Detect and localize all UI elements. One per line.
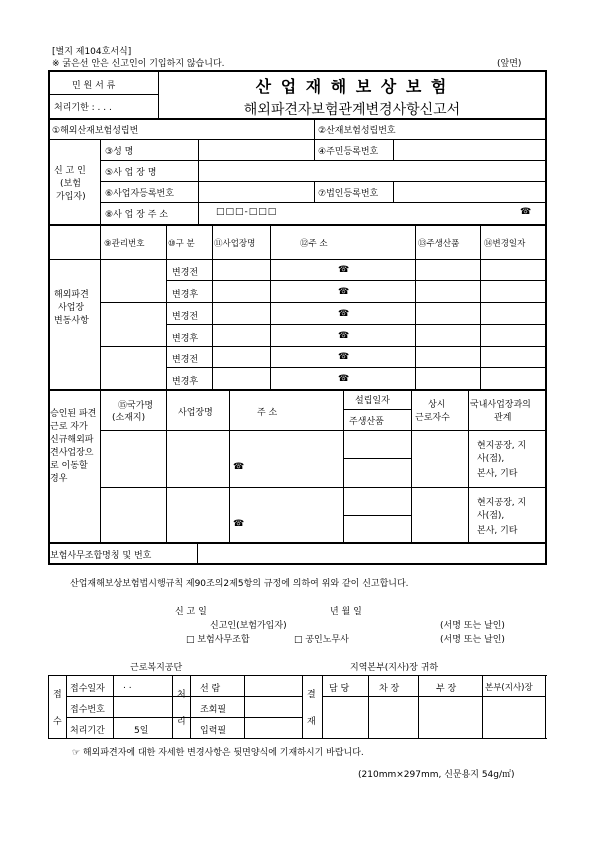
change-row-kind: 변경전 [172, 355, 199, 365]
receipt-label-1: 접 [53, 690, 62, 700]
organization-name: 근로복지공단 [130, 663, 183, 673]
col-category: ⑩구 분 [168, 239, 195, 249]
postal-code-boxes: □□□-□□□ [216, 207, 278, 217]
deadline-label: 처리기한 : . . . [54, 103, 112, 113]
col-country-sub: (소재지) [112, 413, 146, 423]
phone-icon: ☎ [338, 352, 350, 362]
relation-option: 현지공장, 지 [477, 441, 527, 451]
col-site-name: 사업장명 [178, 408, 213, 418]
process-label-1: 처 [177, 690, 186, 700]
option-insurance-agency: □ 보험사무조합 [186, 635, 250, 645]
change-row-kind: 변경후 [172, 334, 199, 344]
change-row-kind: 변경전 [172, 312, 199, 322]
relation-option: 사(점), [477, 511, 505, 521]
change-row-kind: 변경전 [172, 268, 199, 278]
field-name: ③성 명 [105, 147, 134, 157]
approval-manager: 부 장 [436, 684, 457, 694]
sign-note: (서명 또는 날인) [440, 621, 505, 631]
sign-note: (서명 또는 날인) [440, 635, 505, 645]
title-sub: 해외파견자보험관계변경사항신고서 [243, 102, 461, 118]
field-overseas-insurance-no: ①해외산재보험성립번 [52, 126, 139, 136]
approval-label-2: 재 [307, 717, 316, 727]
approval-label-1: 결 [307, 690, 316, 700]
approval-branch-head: 본부(지사)장 [485, 683, 533, 693]
form-number: [별지 제104호서식] [52, 47, 132, 57]
report-date-fields: 년 월 일 [330, 607, 362, 617]
agency-label: 보험사무조합명칭 및 번호 [50, 551, 152, 561]
relation-option: 사(점), [477, 454, 505, 464]
relation-option: 본사, 기타 [477, 526, 518, 536]
field-business-reg-no: ⑥사업자등록번호 [105, 189, 174, 199]
phone-icon: ☎ [338, 287, 350, 297]
inquiry-label: 조회필 [200, 705, 227, 715]
reporter-sign-label: 신고인(보험가입자) [210, 621, 287, 631]
phone-icon: ☎ [520, 207, 532, 217]
col-relation: 국내사업장과의 [470, 400, 531, 410]
declaration-text: 산업재해보상보험법시행규칙 제90조의2제5항의 규정에 의하여 위와 같이 신고합니다. [70, 579, 409, 589]
phone-icon: ☎ [338, 309, 350, 319]
col-site-name: ⑪사업장명 [214, 239, 256, 249]
relation-option: 본사, 기타 [477, 469, 518, 479]
footer-note: ☞ 해외파견자에 대한 자세한 변경사항은 뒷면양식에 기재하시기 바랍니다. [72, 748, 364, 758]
phone-icon: ☎ [338, 265, 350, 275]
field-insurance-no: ②산재보험성립번호 [318, 126, 396, 136]
view-label: 선 람 [200, 684, 221, 694]
col-workers-sub: 근로자수 [415, 413, 450, 423]
approved-section-label: 승인된 파견근로 자가 신규해외파견사업장으로 이동할 경우 [50, 409, 97, 484]
col-main-product: ⑬주생산품 [418, 239, 460, 249]
col-established: 설립일자 [355, 396, 390, 406]
col-address: 주 소 [257, 408, 278, 418]
phone-icon: ☎ [338, 374, 350, 384]
relation-option: 현지공장, 지 [477, 498, 527, 508]
civil-doc-label: 민 원 서 류 [72, 81, 116, 91]
receipt-date-value: . . [123, 681, 132, 691]
field-site-name: ⑤사 업 장 명 [105, 168, 157, 178]
col-address: ⑫주 소 [300, 239, 328, 249]
process-label-2: 리 [177, 717, 186, 727]
receipt-label-2: 수 [53, 717, 62, 727]
processing-period-label: 처리기간 [70, 726, 105, 736]
phone-icon: ☎ [338, 331, 350, 341]
input-label: 입력필 [200, 726, 227, 736]
change-row-kind: 변경후 [172, 290, 199, 300]
processing-period-value: 5일 [134, 726, 149, 736]
col-management-no: ⑨관리번호 [104, 239, 145, 249]
col-country: ⑮국가명 [118, 401, 154, 411]
field-corporate-reg-no: ⑦법인등록번호 [318, 189, 379, 199]
col-main-product: 주생산품 [349, 417, 384, 427]
header-note: ※ 굵은선 안은 신고인이 기입하지 않습니다. [52, 59, 225, 69]
change-row-kind: 변경후 [172, 377, 199, 387]
phone-icon: ☎ [233, 519, 245, 529]
receipt-number-label: 접수번호 [70, 705, 105, 715]
option-labor-attorney: □ 공인노무사 [294, 635, 349, 645]
phone-icon: ☎ [233, 462, 245, 472]
field-resident-no: ④주민등록번호 [318, 147, 379, 157]
paper-spec: (210mm×297mm, 신문용지 54g/㎡) [358, 770, 515, 780]
recipient: 지역본부(지사)장 귀하 [350, 663, 439, 673]
col-workers: 상시 [428, 400, 446, 410]
approval-deputy: 차 장 [379, 684, 400, 694]
side-label: (앞면) [497, 59, 522, 69]
field-site-address: ⑧사 업 장 주 소 [105, 210, 168, 220]
col-change-date: ⑭변경일자 [484, 239, 526, 249]
col-relation-sub: 관계 [494, 413, 512, 423]
receipt-date-label: 접수일자 [70, 684, 105, 694]
report-date-label: 신 고 일 [175, 607, 207, 617]
approval-staff: 담 당 [329, 684, 350, 694]
title-main: 산 업 재 해 보 상 보 험 [255, 77, 449, 96]
